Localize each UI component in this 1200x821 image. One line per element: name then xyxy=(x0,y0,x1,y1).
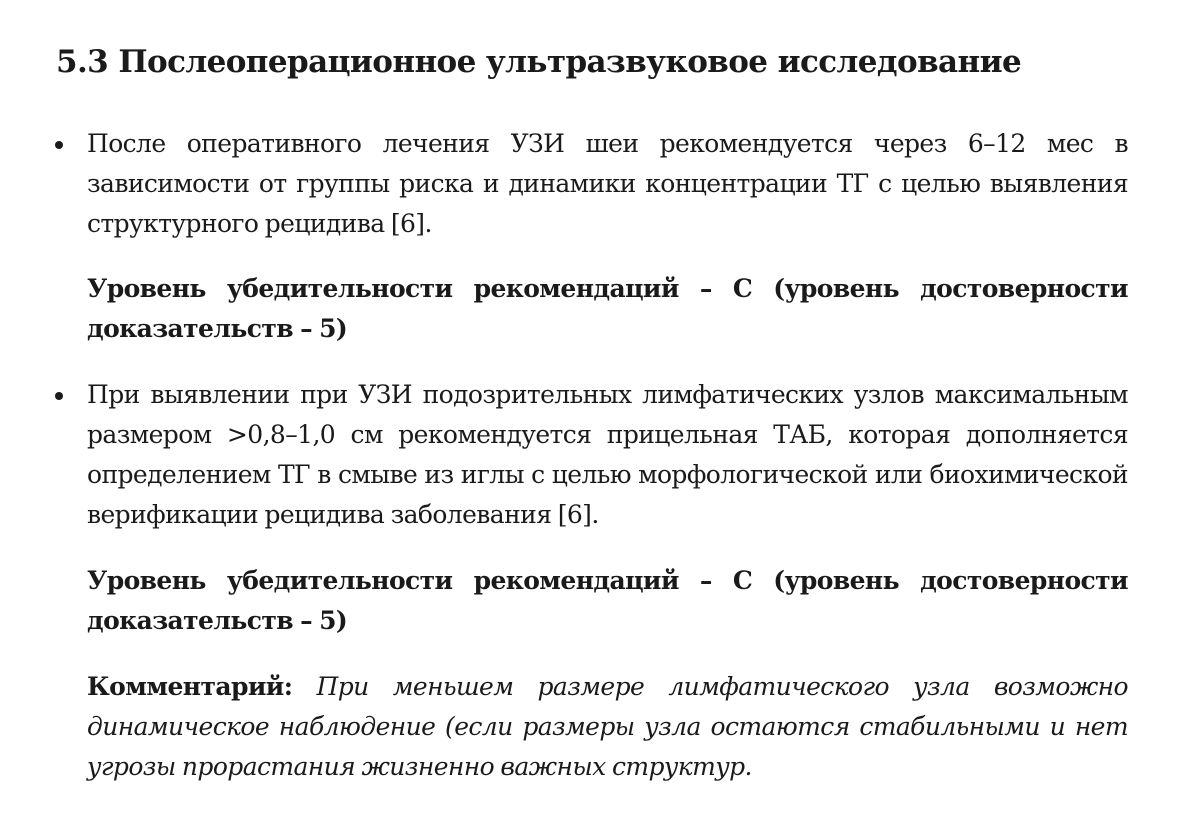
bullet-icon xyxy=(55,392,63,400)
comment-block xyxy=(87,667,1128,787)
bullet-text: При выявлении при УЗИ подозрительных лимфатических узлов максимальным размером >0,8–1,0 см рекомендуется прицельная ТАБ, которая дополняется определением ТГ в смыве из иглы с целью морфологической или биохимической верификации рецидива заболевания [6]. xyxy=(87,380,1128,529)
recommendation-text: Уровень убедительности рекомендаций – C (уровень достоверности доказательств – 5) xyxy=(87,274,1128,343)
recommendation-level xyxy=(87,561,1128,641)
bullet-icon xyxy=(55,141,63,149)
bullet-text: После оперативного лечения УЗИ шеи рекомендуется через 6–12 мес в зависимости от группы риска и динамики концентрации ТГ с целью выявления структурного рецидива [6]. xyxy=(87,129,1128,238)
section-title: 5.3 Послеоперационное ультразвуковое исследование xyxy=(56,44,1022,80)
recommendation-text: Уровень убедительности рекомендаций – C (уровень достоверности доказательств – 5) xyxy=(87,566,1128,635)
bullet-item-ultrasound-schedule xyxy=(87,124,1128,244)
recommendation-level xyxy=(87,269,1128,349)
bullet-item-lymph-node-biopsy xyxy=(87,375,1128,535)
comment-label: Комментарий: xyxy=(87,672,293,701)
comment-text: При меньшем размере лимфатического узла возможно динамическое наблюдение (если размеры узла остаются стабильными и нет угрозы прорастания жизненно важных структур. xyxy=(87,672,1128,781)
